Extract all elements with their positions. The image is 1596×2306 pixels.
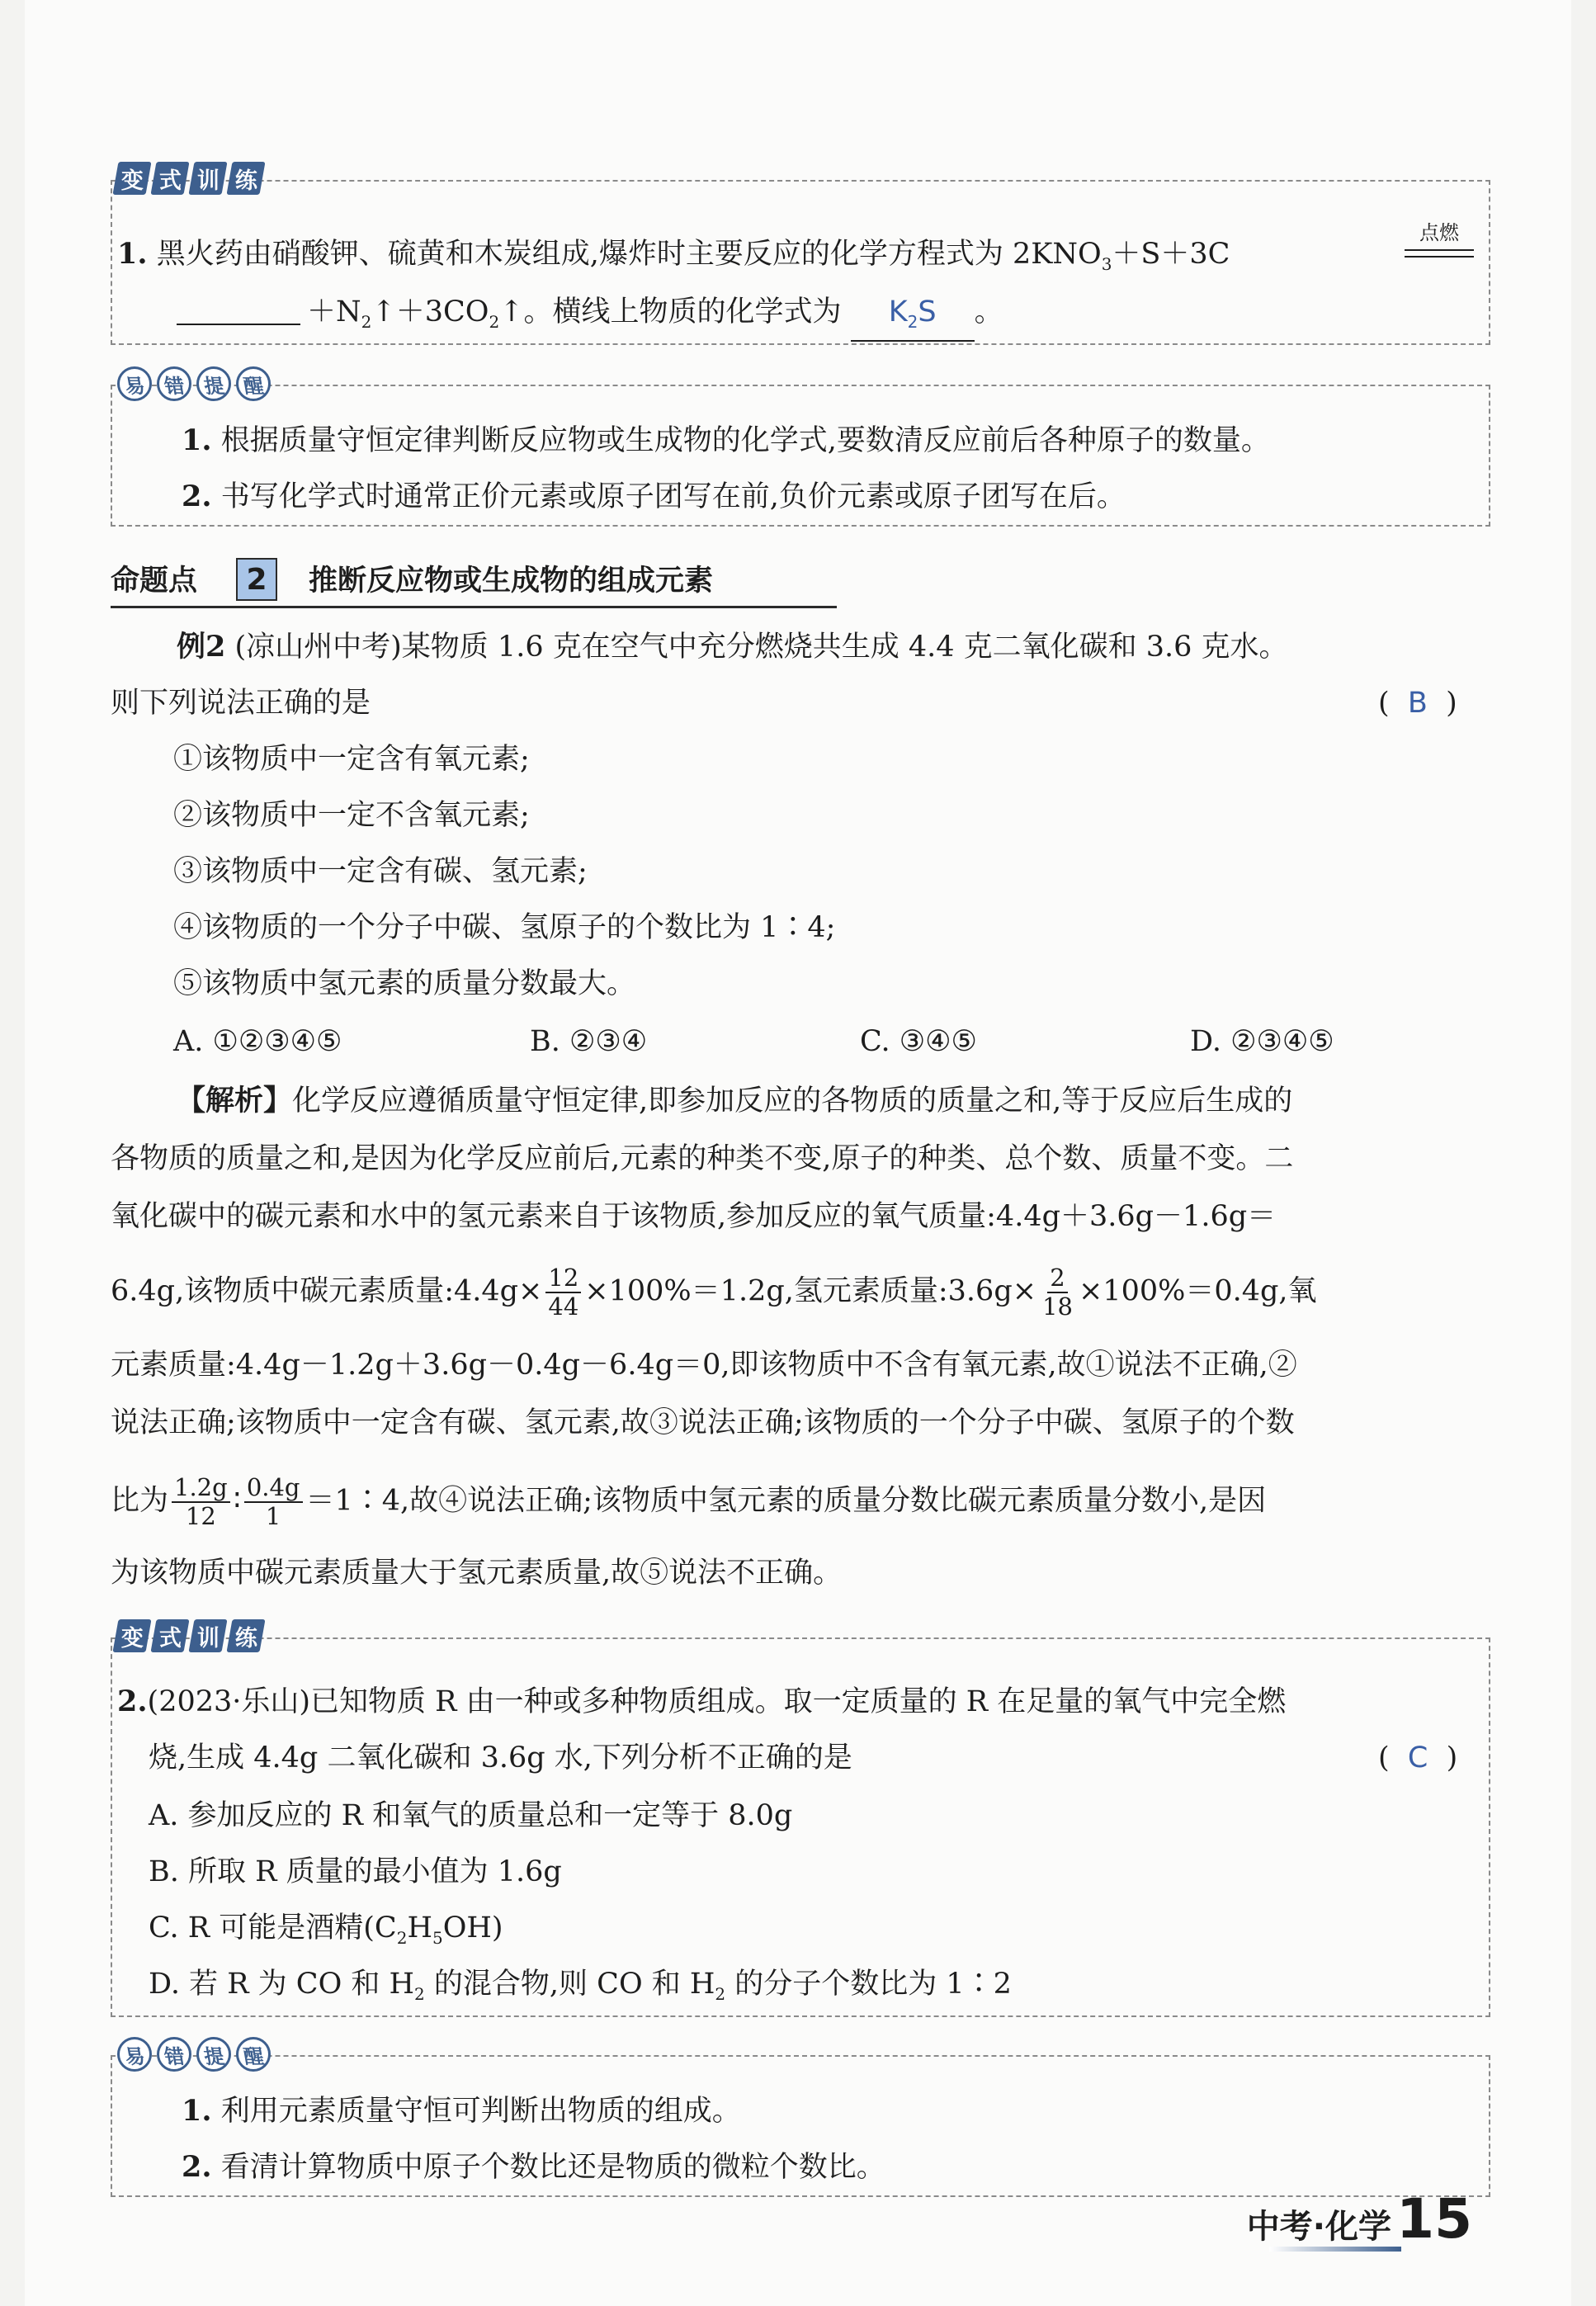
tag-char: 式 [150,1619,189,1652]
tag-char: 变 [112,1619,151,1652]
tag-char: 变 [112,162,151,195]
question-text: ↑＋3CO [371,295,489,328]
fraction-denominator: 1 [265,1502,281,1530]
answer-text: C [1407,1741,1428,1774]
option-text: 的混合物,则 CO 和 H [424,1968,715,2001]
statement-5: ⑤该物质中氢元素的质量分数最大。 [173,967,636,1000]
example-line-2 [111,685,371,721]
tag-char: 式 [150,162,189,195]
question-text: ＋N [307,295,361,328]
analysis-line-1 [177,1083,1292,1119]
analysis-text: 化学反应遵循质量守恒定律,即参加反应的各物质的质量之和,等于反应后生成的 [292,1084,1293,1118]
fraction-denominator: 44 [548,1292,579,1321]
fraction-denominator: 18 [1042,1292,1073,1321]
topic-number: 2 [236,558,277,601]
statement-3: ③该物质中一定含有碳、氢元素; [173,855,588,888]
condition-label: 点燃 [1419,221,1459,244]
item-number: 2. [182,480,212,513]
analysis-label: 【解析】 [177,1084,293,1118]
option-d: D. ②③④⑤ [1190,1025,1334,1058]
option-b: B. ②③④ [530,1025,648,1058]
question-1-line-2 [307,294,1003,342]
fraction-numerator: 0.4g [244,1474,303,1503]
question-number: 2. [117,1685,148,1718]
question-1-line-1 [117,236,1230,282]
fraction-0.4g-1 [244,1474,303,1530]
item-text: 利用元素质量守恒可判断出物质的组成。 [220,2095,741,2128]
warning-1-item-1 [182,423,1270,459]
example-line-1 [177,629,1288,665]
subscript: 2 [396,1928,408,1948]
option-text: OH) [442,1911,503,1945]
analysis-text: ×100%＝1.2g,氢元素质量:3.6g× [584,1274,1037,1308]
analysis-line-6: 说法正确;该物质中一定含有碳、氢元素,故③说法正确;该物质的一个分子中碳、氢原子的个数 [111,1406,1295,1439]
statement-1: ①该物质中一定含有氧元素; [173,743,530,776]
fraction-numerator: 2 [1047,1264,1067,1293]
item-number: 1. [182,2094,212,2128]
warning-tag-2 [117,2037,271,2072]
example-label: 例2 [177,630,226,664]
option-text: D. 若 R 为 CO 和 H [149,1968,415,2001]
item-number: 1. [182,423,212,457]
question-2-option-a: A. 参加反应的 R 和氧气的质量总和一定等于 8.0g [149,1799,793,1832]
example-text: (凉山州中考)某物质 1.6 克在空气中充分燃烧共生成 4.4 克二氧化碳和 3.6 克水。 [234,631,1288,664]
fraction-numerator: 12 [545,1264,581,1293]
practice-tag-1 [116,162,262,195]
tag-char: 提 [196,366,231,401]
question-text: ＋S＋3C [1112,238,1230,271]
tag-char: 醒 [236,366,271,401]
question-text: ↑。横线上物质的化学式为 [499,295,842,328]
example-answer: ( B ) [1378,687,1457,720]
item-text: 书写化学式时通常正价元素或原子团写在前,负价元素或原子团写在后。 [220,480,1126,513]
item-text: 根据质量守恒定律判断反应物或生成物的化学式,要数清反应前后各种原子的数量。 [220,424,1270,457]
subscript: 2 [414,1984,425,2004]
option-text: 的分子个数比为 1∶2 [725,1968,1012,2001]
tag-char: 提 [196,2037,231,2072]
question-2-option-b: B. 所取 R 质量的最小值为 1.6g [149,1855,562,1888]
reaction-condition [1405,221,1474,258]
answer-blank-empty [177,324,300,325]
analysis-text: ∶ [233,1484,241,1518]
item-text: 看清计算物质中原子个数比还是物质的微粒个数比。 [220,2151,885,2184]
warning-2-item-2 [182,2149,885,2186]
subscript: 2 [361,312,372,332]
topic-label: 命题点 [111,565,198,598]
fraction-1.2g-12 [172,1474,230,1530]
fraction-numerator: 1.2g [172,1474,230,1503]
analysis-line-5: 元素质量:4.4g－1.2g＋3.6g－0.4g－6.4g＝0,即该物质中不含有氧元素,故①说法不正确,② [111,1349,1297,1382]
subscript: 3 [1101,254,1112,274]
equals-line-top [1405,249,1474,251]
practice-tag-2 [116,1619,262,1652]
tag-char: 错 [157,2037,191,2072]
page-number: 15 [1396,2187,1472,2251]
tag-char: 训 [188,1619,227,1652]
tag-char: 训 [188,162,227,195]
question-text: 。 [974,295,1003,328]
question-2-line-1 [117,1684,1286,1720]
analysis-line-4 [111,1264,1317,1321]
statement-2: ②该物质中一定不含氧元素; [173,799,530,832]
question-2-option-d [149,1966,1012,2012]
question-text: (2023·乐山)已知物质 R 由一种或多种物质组成。取一定质量的 R 在足量的氧气中完全燃 [147,1685,1287,1718]
tag-char: 易 [117,366,152,401]
analysis-text: ×100%＝0.4g,氧 [1078,1274,1317,1308]
topic-heading [111,558,837,608]
analysis-line-2: 各物质的质量之和,是因为化学反应前后,元素的种类不变,原子的种类、总个数、质量不变。二 [111,1142,1294,1175]
answer-text: B [1407,687,1428,720]
statement-4: ④该物质的一个分子中碳、氢原子的个数比为 1∶4; [173,911,836,944]
answer-text: K [888,295,908,328]
analysis-text: 比为 [111,1484,169,1518]
option-c: C. ③④⑤ [860,1025,977,1058]
analysis-line-3: 氧化碳中的碳元素和水中的氢元素来自于该物质,参加反应的氧气质量:4.4g＋3.6g－1.6g＝ [111,1200,1277,1233]
question-number: 1. [117,237,148,271]
warning-2-item-1 [182,2093,741,2129]
warning-1-item-2 [182,479,1126,515]
equals-line-bottom [1405,256,1474,258]
analysis-text: 6.4g,该物质中碳元素质量:4.4g× [111,1274,543,1308]
example-text: 则下列说法正确的是 [111,687,371,720]
footer-subject: 中考·化学 [1246,2208,1391,2246]
fraction-2-18 [1040,1264,1075,1321]
tag-char: 练 [226,162,265,195]
tag-char: 醒 [236,2037,271,2072]
topic-title: 推断反应物或生成物的组成元素 [309,565,714,598]
question-2-option-c [149,1910,503,1956]
tag-char: 练 [226,1619,265,1652]
answer-blank [851,294,975,342]
subscript: 2 [489,312,500,332]
answer-subscript: 2 [907,312,918,332]
analysis-line-7 [111,1474,1266,1530]
analysis-line-8: 为该物质中碳元素质量大于氢元素质量,故⑤说法不正确。 [111,1557,843,1590]
item-number: 2. [182,2150,212,2184]
option-text: H [407,1911,432,1945]
analysis-text: ＝1∶4,故④说法正确;该物质中氢元素的质量分数比碳元素质量分数小,是因 [305,1484,1267,1518]
page [25,0,1571,2306]
footer-rule [1269,2247,1401,2252]
question-2-line-2: 烧,生成 4.4g 二氧化碳和 3.6g 水,下列分析不正确的是 [149,1741,852,1774]
option-a: A. ①②③④⑤ [173,1025,342,1058]
tag-char: 错 [157,366,191,401]
option-text: C. R 可能是酒精(C [149,1911,397,1945]
question-text: 黑火药由硝酸钾、硫黄和木炭组成,爆炸时主要反应的化学方程式为 2KNO [156,238,1102,271]
fraction-denominator: 12 [185,1502,216,1530]
tag-char: 易 [117,2037,152,2072]
subscript: 2 [715,1984,726,2004]
warning-tag-1 [117,366,271,401]
question-2-answer: ( C ) [1378,1741,1458,1774]
subscript: 5 [432,1928,443,1948]
fraction-12-44 [545,1264,581,1321]
answer-text: S [918,295,937,328]
